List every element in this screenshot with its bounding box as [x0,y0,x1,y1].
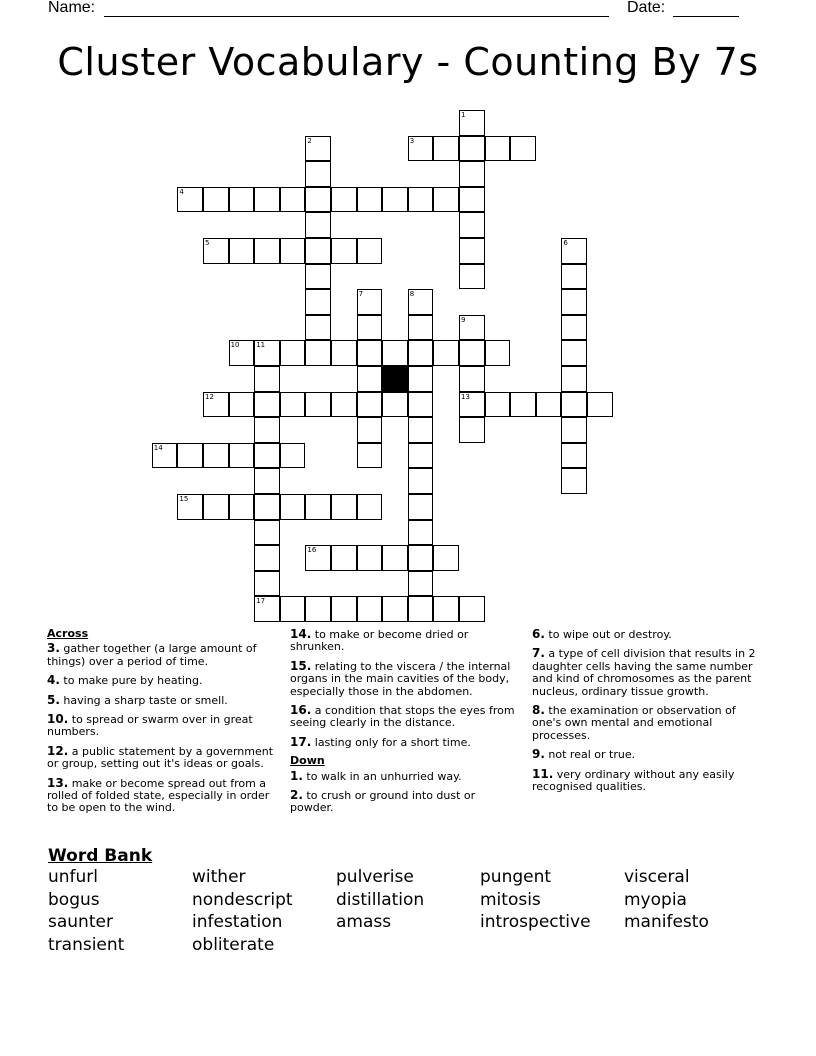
word-bank-item: saunter [48,912,113,932]
grid-cell[interactable] [433,136,459,162]
grid-cell[interactable] [254,187,280,213]
grid-cell[interactable] [536,392,562,418]
grid-cell[interactable] [382,187,408,213]
down-clue [532,647,762,698]
clue-number: 9 [461,315,466,324]
grid-cell[interactable] [459,110,485,136]
grid-cell[interactable] [382,596,408,622]
clue-text: not real or true. [544,748,636,762]
clue-text: very ordinary without any easily recognised qualities. [532,767,735,794]
clue-text: the examination or observation of one's own mental and emotional processes. [532,704,736,742]
grid-cell[interactable] [177,494,203,520]
across-clue [47,642,277,668]
grid-cell[interactable] [408,520,434,546]
word-bank-title: Word Bank [48,846,153,866]
grid-cell[interactable] [561,443,587,469]
grid-cell[interactable] [254,545,280,571]
grid-cell[interactable] [280,238,306,264]
clue-number-label: 3. [47,641,60,656]
clue-number-label: 13. [47,775,69,790]
word-bank-item: myopia [624,889,687,910]
grid-cell[interactable] [485,136,511,162]
across-clue [290,660,520,698]
across-clue [290,736,520,749]
across-heading: Across [47,627,89,640]
grid-cell[interactable] [459,161,485,187]
grid-cell[interactable] [408,596,434,622]
grid-cell[interactable] [561,264,587,290]
grid-cell[interactable] [305,161,331,187]
grid-cell[interactable] [357,494,383,520]
grid-cell[interactable] [203,494,229,520]
grid-cell[interactable] [280,443,306,469]
grid-cell[interactable] [408,494,434,520]
clue-text: to spread or swarm over in great numbers. [47,713,253,739]
clue-number-label: 11. [532,766,554,781]
grid-cell[interactable] [459,136,485,162]
grid-cell[interactable] [331,340,357,366]
grid-cell[interactable] [357,596,383,622]
down-clue [532,768,762,794]
clue-text: lasting only for a short time. [311,735,471,749]
grid-cell[interactable] [561,340,587,366]
grid-cell[interactable] [254,417,280,443]
page-title: Cluster Vocabulary - Counting By 7s [57,40,759,84]
word-bank-item: obliterate [192,934,275,955]
clue-text: relating to the viscera / the internal organs in the main cavities of the body, especially those in the abdomen. [290,659,511,698]
grid-cell[interactable] [561,417,587,443]
grid-cell[interactable] [177,443,203,469]
clue-number-label: 6. [532,627,545,641]
clue-number: 7 [358,290,364,299]
clue-number: 17 [256,597,266,606]
grid-cell[interactable] [280,494,306,520]
word-bank-item: pulverise [336,867,414,887]
grid-cell[interactable] [254,392,280,418]
clue-number: 1 [461,111,466,119]
grid-cell[interactable] [561,238,587,264]
grid-cell[interactable] [331,494,357,520]
grid-cell[interactable] [305,315,331,341]
grid-cell[interactable] [459,340,485,366]
grid-cell[interactable] [357,366,383,392]
clues-column-2 [290,628,520,821]
grid-cell[interactable] [254,366,280,392]
clue-number: 4 [179,187,184,196]
grid-cell[interactable] [561,289,587,315]
grid-cell[interactable] [357,392,383,418]
clues-column-1 [47,628,277,821]
clues-column-3 [532,628,762,799]
grid-cell[interactable] [459,212,485,238]
word-bank-item: bogus [48,889,100,910]
clue-text: to wipe out or destroy. [544,628,672,641]
clue-text: a condition that stops the eyes from seeing clearly in the distance. [290,704,515,730]
grid-cell[interactable] [305,136,331,162]
grid-cell[interactable] [459,596,485,622]
grid-cell[interactable] [254,596,280,622]
word-bank-item: amass [336,912,392,932]
clue-text: having a sharp taste or smell. [59,693,228,707]
clue-number-label: 2. [290,788,303,803]
word-bank-item: manifesto [624,912,709,932]
grid-cell[interactable] [305,238,331,264]
clue-text: to make or become dried or shrunken. [290,628,469,654]
grid-cell[interactable] [280,340,306,366]
clue-text: make or become spread out from a rolled of folded state, especially in order to be open to the wind. [47,776,270,815]
grid-cell[interactable] [357,315,383,341]
across-clue [47,713,277,739]
grid-cell[interactable] [408,545,434,571]
grid-cell[interactable] [433,596,459,622]
grid-cell[interactable] [587,392,613,418]
grid-cell[interactable] [280,596,306,622]
grid-cell[interactable] [459,315,485,341]
grid-cell[interactable] [433,187,459,213]
grid-cell[interactable] [331,187,357,213]
across-clue [47,745,277,771]
grid-cell[interactable] [280,187,306,213]
grid-cell[interactable] [561,392,587,418]
clue-number: 11 [256,341,266,350]
clue-number: 10 [230,341,240,350]
across-clue [47,777,277,815]
grid-cell[interactable] [305,494,331,520]
grid-cell[interactable] [459,238,485,264]
grid-cell[interactable] [408,443,434,469]
grid-cell[interactable] [408,571,434,597]
grid-cell[interactable] [254,468,280,494]
grid-cell[interactable] [229,443,255,469]
name-label: Name: [48,0,96,16]
grid-cell[interactable] [229,392,255,418]
clue-number: 5 [205,239,210,247]
grid-cell[interactable] [433,545,459,571]
grid-cell[interactable] [408,136,434,162]
grid-cell[interactable] [203,187,229,213]
word-bank-item: mitosis [480,889,541,910]
grid-cell[interactable] [485,392,511,418]
grid-cell[interactable] [561,468,587,494]
grid-cell[interactable] [254,494,280,520]
clue-number-label: 8. [532,703,545,718]
grid-cell[interactable] [561,366,587,392]
word-bank-item: introspective [480,912,591,932]
clue-number-label: 14. [290,627,312,641]
grid-cell[interactable] [305,264,331,290]
word-bank-item: wither [192,867,246,887]
clue-number: 6 [563,239,568,247]
word-bank-item: infestation [192,912,283,932]
across-clue [47,694,277,707]
grid-cell[interactable] [485,340,511,366]
grid-cell[interactable] [229,494,255,520]
grid-cell[interactable] [203,443,229,469]
grid-cell[interactable] [459,366,485,392]
grid-cell[interactable] [331,238,357,264]
grid-cell[interactable] [305,596,331,622]
clue-text: to crush or ground into dust or powder. [290,789,476,815]
down-clue [532,748,762,761]
grid-cell[interactable] [229,340,255,366]
clue-number-label: 1. [290,768,303,783]
clue-number-label: 5. [47,692,60,707]
grid-cell[interactable] [331,545,357,571]
clue-number: 14 [153,443,163,452]
grid-cell[interactable] [382,392,408,418]
down-clue [532,628,762,641]
grid-cell[interactable] [382,340,408,366]
grid-cell[interactable] [357,340,383,366]
clue-text: a type of cell division that results in 2 daughter cells having the same number and kind of chromosomes as the parent nucleus, ordinary tissue growth. [532,647,756,698]
word-bank-item: unfurl [48,867,99,887]
grid-cell[interactable] [254,443,280,469]
grid-cell[interactable] [433,340,459,366]
grid-cell[interactable] [510,392,536,418]
grid-cell[interactable] [408,289,434,315]
grid-cell[interactable] [357,417,383,443]
grid-cell[interactable] [254,340,280,366]
clue-number-label: 17. [290,734,312,749]
clue-number-label: 7. [532,646,545,661]
grid-cell[interactable] [459,187,485,213]
word-bank-item: visceral [624,867,690,887]
grid-cell[interactable] [203,392,229,418]
grid-cell[interactable] [357,289,383,315]
grid-cell[interactable] [357,238,383,264]
across-clue [47,674,277,687]
clue-number: 12 [205,392,214,401]
grid-cell[interactable] [510,136,536,162]
grid-cell[interactable] [459,264,485,290]
grid-cell[interactable] [152,443,178,469]
grid-cell[interactable] [203,238,229,264]
across-clue [290,628,520,654]
grid-cell[interactable] [331,392,357,418]
clue-number-label: 4. [47,673,60,688]
grid-cell[interactable] [408,340,434,366]
clue-number: 15 [179,495,189,503]
grid-cell[interactable] [254,520,280,546]
clue-number: 13 [461,392,470,401]
grid-cell[interactable] [254,238,280,264]
grid-cell[interactable] [408,187,434,213]
grid-cell[interactable] [408,468,434,494]
word-bank-item: pungent [480,867,552,887]
grid-cell[interactable] [305,187,331,213]
grid-cell[interactable] [229,238,255,264]
clue-number: 16 [307,546,317,555]
clue-number-label: 10. [47,712,69,727]
clue-number-label: 9. [532,747,545,762]
grid-cell[interactable] [408,417,434,443]
clue-text: a public statement by a government or group, setting out it's ideas or goals. [47,744,274,771]
word-bank-item: transient [48,934,125,955]
clue-number-label: 12. [47,743,69,758]
word-bank-item: nondescript [192,889,293,910]
grid-cell[interactable] [280,392,306,418]
grid-cell[interactable] [357,545,383,571]
grid-cell[interactable] [177,187,203,213]
grid-cell[interactable] [305,212,331,238]
clue-text: to make pure by heating. [59,674,203,688]
grid-cell[interactable] [459,417,485,443]
clue-text: to walk in an unhurried way. [302,769,462,783]
grid-cell[interactable] [459,392,485,418]
clue-number-label: 15. [290,658,312,673]
down-clue [290,770,520,783]
down-clue [532,704,762,742]
grid-cell[interactable] [561,315,587,341]
grid-cell[interactable] [229,187,255,213]
grid-cell[interactable] [305,289,331,315]
grid-cell[interactable] [357,187,383,213]
clue-number-label: 16. [290,703,312,718]
grid-cell[interactable] [408,392,434,418]
clue-text: gather together (a large amount of things) over a period of time. [47,642,257,668]
word-bank-item: distillation [336,889,425,910]
grid-cell[interactable] [382,545,408,571]
grid-cell[interactable] [331,596,357,622]
grid-cell[interactable] [305,392,331,418]
grid-cell[interactable] [305,340,331,366]
down-heading: Down [290,754,325,768]
grid-cell[interactable] [357,443,383,469]
clue-number: 2 [307,136,312,145]
grid-cell[interactable] [305,545,331,571]
clue-number: 8 [409,290,415,299]
clue-number: 3 [409,136,415,145]
grid-cell[interactable] [408,315,434,341]
across-clue [290,704,520,730]
down-clue [290,789,520,815]
grid-cell[interactable] [408,366,434,392]
black-square [382,366,408,392]
date-label: Date: [627,0,666,16]
grid-cell[interactable] [254,571,280,597]
